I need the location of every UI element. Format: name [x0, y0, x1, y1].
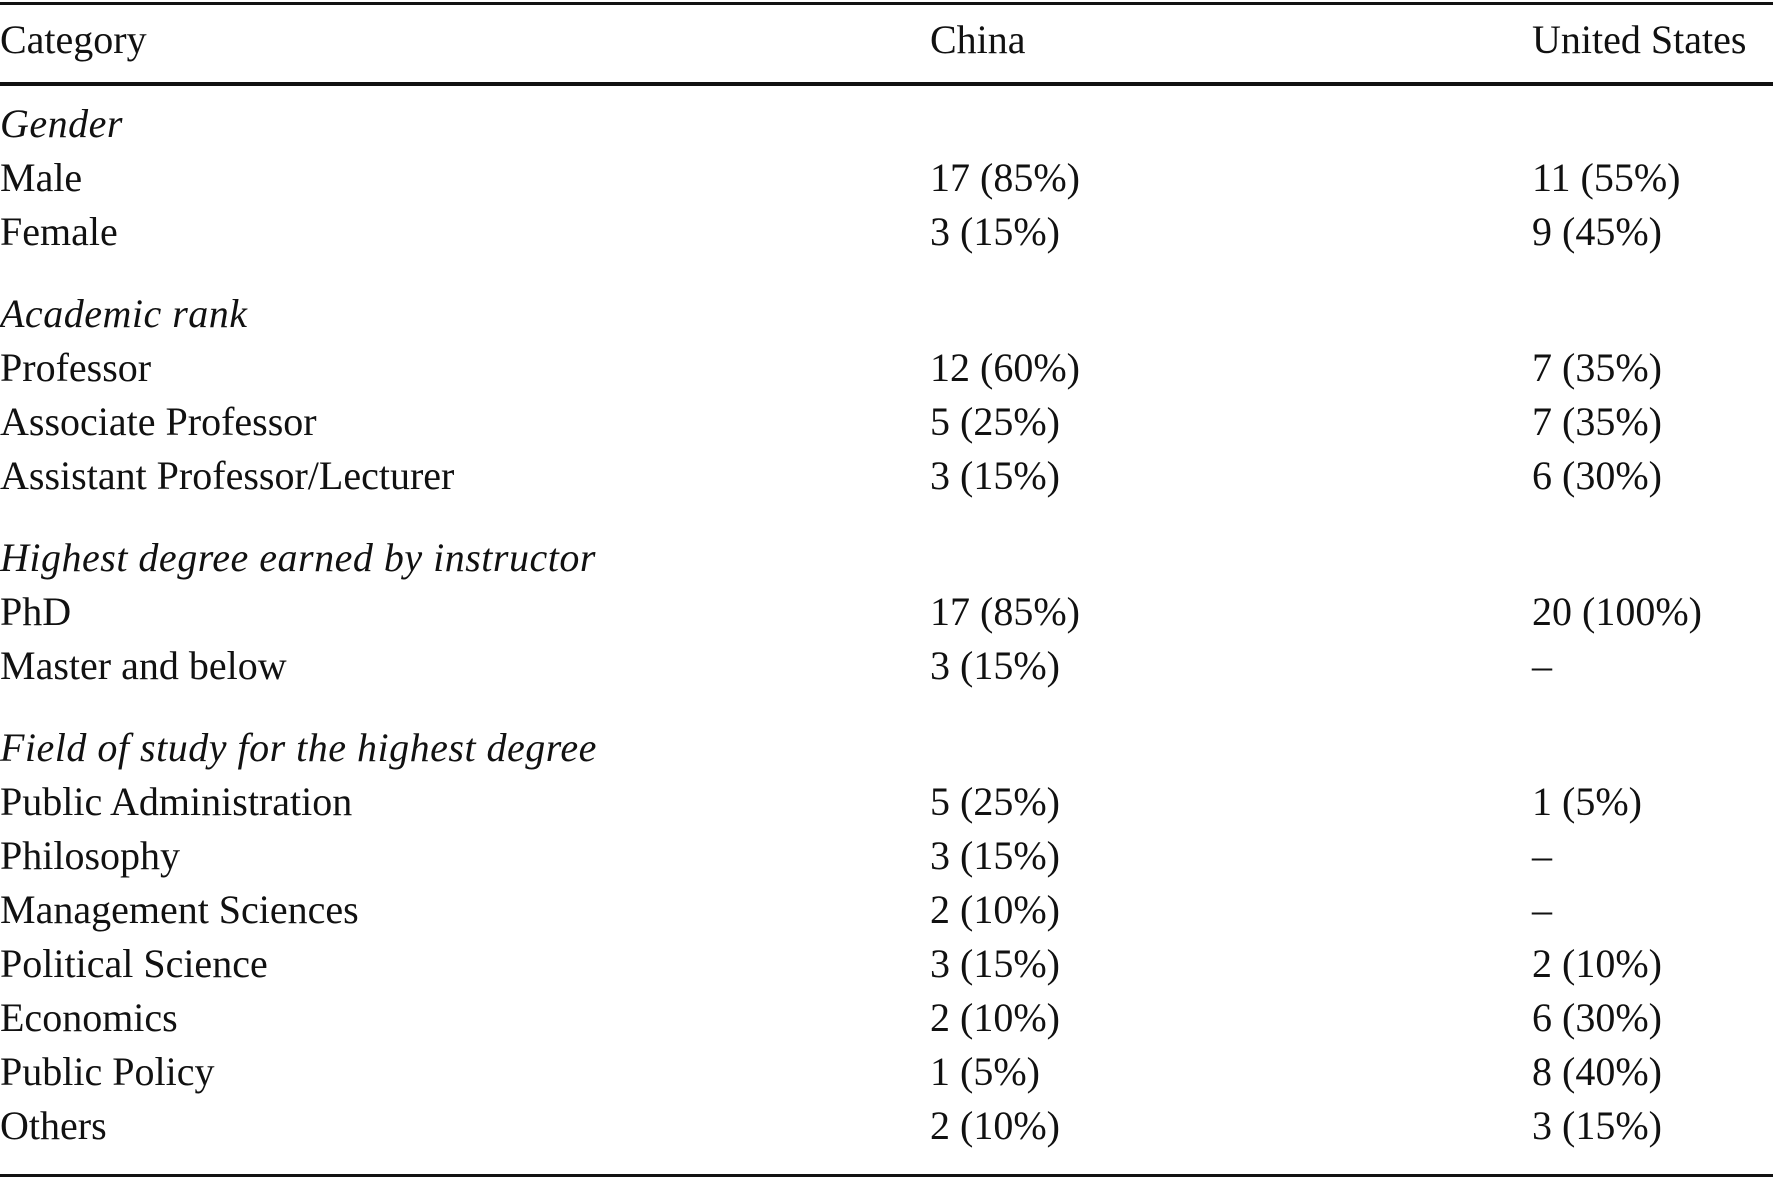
- china-value: 17 (85%): [930, 589, 1080, 634]
- row-label: Philosophy: [0, 833, 181, 878]
- us-value: 8 (40%): [1532, 1049, 1662, 1094]
- china-value: 3 (15%): [930, 833, 1060, 878]
- china-value: 12 (60%): [930, 345, 1080, 390]
- us-value: –: [1532, 833, 1552, 878]
- header-united-states: United States: [1532, 17, 1747, 62]
- us-value: –: [1532, 887, 1552, 932]
- us-value: 1 (5%): [1532, 779, 1642, 824]
- row-label: Economics: [0, 995, 178, 1040]
- table-row: [0, 585, 1773, 639]
- table-row: [0, 829, 1773, 883]
- us-value: –: [1532, 643, 1552, 688]
- table-row: [0, 151, 1773, 205]
- china-value: 2 (10%): [930, 887, 1060, 932]
- china-value: 3 (15%): [930, 643, 1060, 688]
- us-value: 2 (10%): [1532, 941, 1662, 986]
- us-value: 6 (30%): [1532, 453, 1662, 498]
- table-header-row: [0, 13, 1773, 67]
- us-value: 3 (15%): [1532, 1103, 1662, 1148]
- us-value: 7 (35%): [1532, 345, 1662, 390]
- row-label: Political Science: [0, 941, 268, 986]
- row-label: Male: [0, 155, 83, 200]
- header-rule: [0, 82, 1773, 86]
- section-heading-field-of-study: [0, 721, 1773, 775]
- china-value: 1 (5%): [930, 1049, 1040, 1094]
- china-value: 3 (15%): [930, 209, 1060, 254]
- china-value: 2 (10%): [930, 995, 1060, 1040]
- table-row: [0, 341, 1773, 395]
- row-label: Associate Professor: [0, 399, 317, 444]
- section-title: Field of study for the highest degree: [0, 725, 597, 770]
- us-value: 6 (30%): [1532, 995, 1662, 1040]
- table-row: [0, 205, 1773, 259]
- china-value: 5 (25%): [930, 399, 1060, 444]
- table-row: [0, 449, 1773, 503]
- table-row: [0, 639, 1773, 693]
- us-value: 20 (100%): [1532, 589, 1702, 634]
- section-title: Gender: [0, 101, 123, 146]
- us-value: 9 (45%): [1532, 209, 1662, 254]
- section-heading-highest-degree: [0, 531, 1773, 585]
- row-label: Master and below: [0, 643, 287, 688]
- row-label: Others: [0, 1103, 107, 1148]
- china-value: 17 (85%): [930, 155, 1080, 200]
- row-label: Public Policy: [0, 1049, 215, 1094]
- row-label: Management Sciences: [0, 887, 359, 932]
- row-label: Public Administration: [0, 779, 353, 824]
- row-label: PhD: [0, 589, 72, 634]
- us-value: 7 (35%): [1532, 399, 1662, 444]
- row-label: Assistant Professor/Lecturer: [0, 453, 455, 498]
- table-row: [0, 1099, 1773, 1153]
- section-title: Highest degree earned by instructor: [0, 535, 596, 580]
- row-label: Female: [0, 209, 118, 254]
- header-category: Category: [0, 17, 147, 62]
- table-row: [0, 883, 1773, 937]
- china-value: 2 (10%): [930, 1103, 1060, 1148]
- section-heading-gender: [0, 97, 1773, 151]
- us-value: 11 (55%): [1532, 155, 1681, 200]
- china-value: 3 (15%): [930, 453, 1060, 498]
- table-row: [0, 775, 1773, 829]
- section-title: Academic rank: [0, 291, 248, 336]
- header-china: China: [930, 17, 1026, 62]
- china-value: 5 (25%): [930, 779, 1060, 824]
- table-row: [0, 395, 1773, 449]
- table-row: [0, 1045, 1773, 1099]
- table-row: [0, 991, 1773, 1045]
- china-value: 3 (15%): [930, 941, 1060, 986]
- section-heading-academic-rank: [0, 287, 1773, 341]
- table-row: [0, 937, 1773, 991]
- top-rule: [0, 2, 1773, 5]
- row-label: Professor: [0, 345, 152, 390]
